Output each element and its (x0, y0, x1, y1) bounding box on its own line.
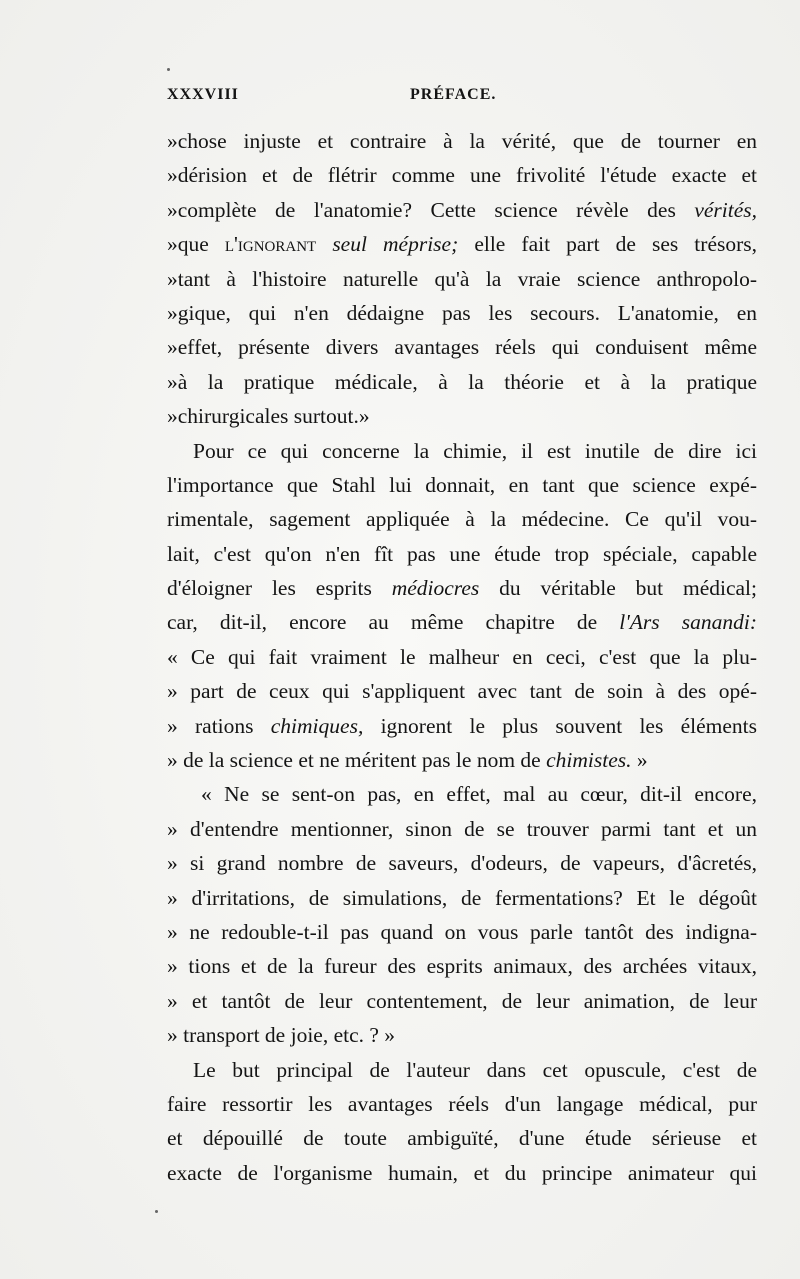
text-line (167, 158, 757, 192)
text-segment: Pour ce qui concerne la chimie, il est inutile de dire ici (193, 438, 757, 463)
text-line (167, 227, 757, 261)
text-segment: ignorent le plus souvent les éléments (363, 713, 757, 738)
text-segment: » tions et de la fureur des esprits animaux, des archées vitaux, (167, 954, 757, 979)
text-line (167, 846, 757, 880)
text-segment: faire ressortir les avantages réels d'un langage médical, pur (167, 1091, 757, 1116)
text-line (167, 365, 757, 399)
text-segment: elle fait part de ses trésors, (458, 232, 757, 257)
text-segment: car, dit-il, encore au même chapitre de (167, 610, 620, 635)
text-segment: du véritable but médical; (479, 576, 757, 601)
italic-text: médiocres (391, 576, 480, 601)
text-line (167, 1018, 757, 1052)
text-segment: » (631, 748, 648, 773)
text-segment: »effet, présente divers avantages réels qui conduisent même (167, 335, 757, 360)
text-segment: et dépouillé de toute ambiguïté, d'une étude sérieuse et (167, 1126, 757, 1151)
text-segment: »dérision et de flétrir comme une frivolité l'étude exacte et (167, 163, 757, 188)
text-segment: » d'irritations, de simulations, de fermentations? Et le dégoût (167, 885, 757, 910)
text-line (167, 743, 757, 777)
text-line (167, 1121, 757, 1155)
text-segment: Le but principal de l'auteur dans cet opuscule, c'est de (193, 1057, 757, 1082)
italic-text: chimistes. (546, 748, 632, 773)
italic-text: chimiques, (270, 713, 364, 738)
text-line (167, 399, 757, 433)
text-segment: » transport de joie, etc. ? » (167, 1023, 396, 1048)
text-segment: « Ce qui fait vraiment le malheur en ceci, c'est que la plu- (167, 644, 757, 669)
text-line (167, 193, 757, 227)
text-line (167, 1087, 757, 1121)
text-line (167, 124, 757, 158)
text-segment: »tant à l'histoire naturelle qu'à la vraie science anthropolo- (167, 266, 757, 291)
italic-text: seul méprise; (332, 232, 459, 257)
paper-speck (167, 68, 170, 71)
text-segment: »à la pratique médicale, à la théorie et à la pratique (167, 369, 757, 394)
text-segment: »gique, qui n'en dédaigne pas les secours. L'anatomie, en (167, 300, 757, 325)
text-segment: »chirurgicales surtout.» (167, 404, 370, 429)
text-line (167, 674, 757, 708)
text-line (167, 984, 757, 1018)
text-line (167, 468, 757, 502)
italic-text: l'Ars sanandi: (619, 610, 757, 635)
text-line (167, 640, 757, 674)
text-segment: l'importance que Stahl lui donnait, en tant que science expé- (167, 472, 757, 497)
text-segment: » ne redouble-t-il pas quand on vous parle tantôt des indigna- (167, 919, 757, 944)
text-segment: » et tantôt de leur contentement, de leur animation, de leur (167, 988, 757, 1013)
text-line (167, 296, 757, 330)
text-segment: lait, c'est qu'on n'en fît pas une étude trop spéciale, capable (167, 541, 757, 566)
text-segment: » si grand nombre de saveurs, d'odeurs, de vapeurs, d'âcretés, (167, 851, 757, 876)
page-number: XXXVIII (167, 86, 239, 103)
text-line (167, 881, 757, 915)
text-segment: rimentale, sagement appliquée à la médecine. Ce qu'il vou- (167, 507, 757, 532)
text-line (167, 571, 757, 605)
page-header (167, 86, 757, 112)
text-line (167, 1053, 757, 1087)
text-segment: » de la science et ne méritent pas le nom de (167, 748, 547, 773)
small-caps-text: l'ignorant (224, 232, 317, 257)
text-segment: d'éloigner les esprits (167, 576, 392, 601)
text-line (167, 330, 757, 364)
text-line (167, 434, 757, 468)
text-line (167, 502, 757, 536)
text-line (167, 812, 757, 846)
text-segment: exacte de l'organisme humain, et du principe animateur qui (167, 1160, 757, 1185)
body-text (167, 124, 757, 1190)
text-line (167, 262, 757, 296)
text-segment: »que (167, 232, 225, 257)
text-segment: » rations (167, 713, 271, 738)
text-segment: »chose injuste et contraire à la vérité, que de tourner en (167, 129, 757, 153)
text-segment: » d'entendre mentionner, sinon de se trouver parmi tant et un (167, 816, 757, 841)
text-segment (316, 232, 332, 256)
text-line (167, 537, 757, 571)
text-segment: » part de ceux qui s'appliquent avec tant de soin à des opé- (167, 679, 757, 704)
text-line (167, 709, 757, 743)
text-line (167, 1156, 757, 1190)
italic-text: vérités, (694, 197, 757, 222)
running-title: PRÉFACE. (410, 86, 497, 103)
text-line (167, 915, 757, 949)
text-line (167, 949, 757, 983)
text-line (167, 777, 757, 811)
paper-speck (155, 1210, 158, 1213)
text-line (167, 605, 757, 639)
text-segment: »complète de l'anatomie? Cette science révèle des (167, 197, 695, 222)
text-segment: « Ne se sent-on pas, en effet, mal au cœur, dit-il encore, (201, 782, 757, 807)
